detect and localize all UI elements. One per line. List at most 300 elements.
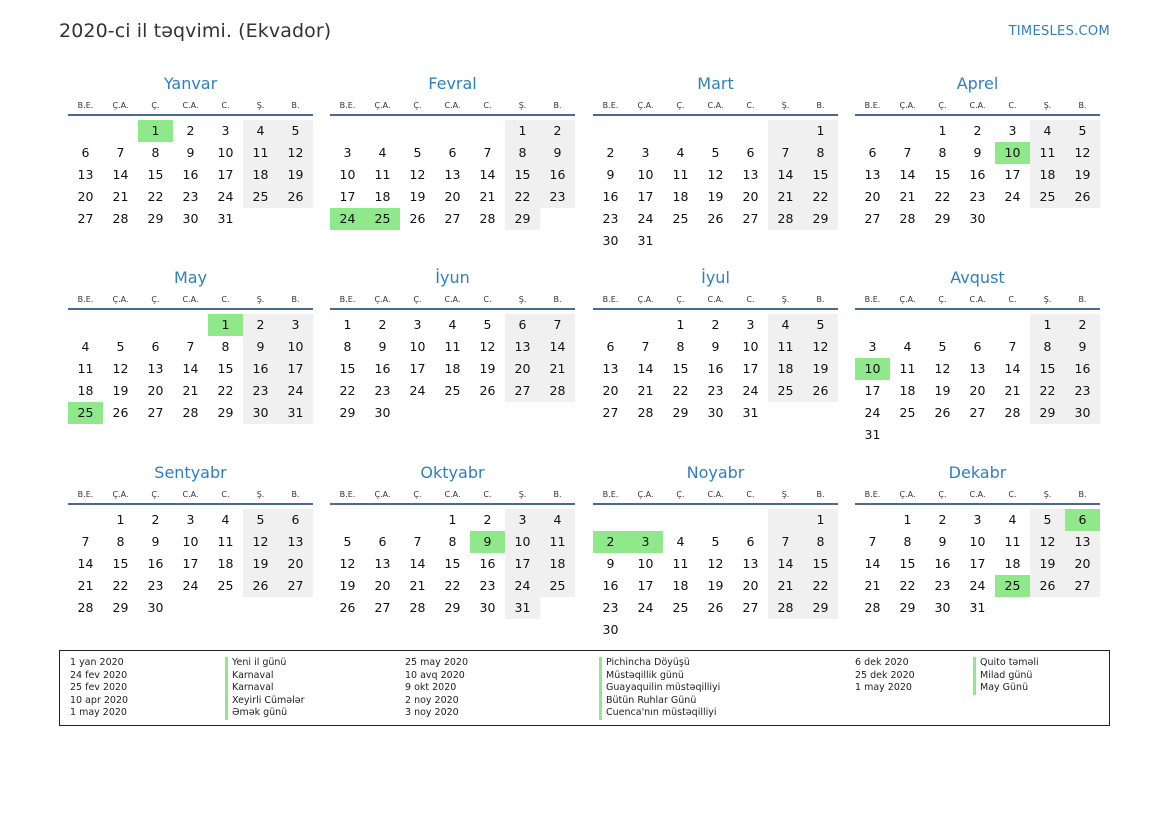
weekday-header	[330, 290, 575, 310]
day-cell: 17	[505, 553, 540, 575]
weekday-label: B.	[291, 101, 300, 110]
day-cell: 9	[973, 145, 982, 160]
day-cell: 18	[1030, 164, 1065, 186]
week-row	[68, 380, 313, 402]
week-row	[593, 208, 838, 230]
day-cell: 13	[1065, 531, 1100, 553]
week-row	[855, 531, 1100, 553]
day-cell: 20	[77, 189, 94, 204]
weekday-label: B.	[1078, 101, 1087, 110]
day-cell: 17	[278, 358, 313, 380]
day-cell: 21	[77, 578, 94, 593]
day-cell: 26	[1030, 575, 1065, 597]
weekday-label: B.	[816, 295, 825, 304]
day-cell: 13	[742, 167, 759, 182]
day-cell: 27	[505, 380, 540, 402]
empty-cell	[733, 509, 768, 531]
day-cell: 27	[864, 211, 881, 226]
day-cell: 21	[409, 578, 426, 593]
day-cell: 17	[742, 361, 759, 376]
day-cell: 20	[742, 578, 759, 593]
day-cell: 25	[68, 402, 103, 424]
day-cell: 25	[1030, 186, 1065, 208]
day-cell: 2	[973, 123, 982, 138]
day-cell: 14	[112, 167, 129, 182]
day-cell: 22	[899, 578, 916, 593]
weekday-header	[855, 96, 1100, 116]
weekday-header	[330, 96, 575, 116]
day-cell: 8	[803, 142, 838, 164]
weekday-label: B.	[1078, 295, 1087, 304]
day-cell: 22	[505, 186, 540, 208]
weekday-label: B.	[291, 295, 300, 304]
empty-cell	[1030, 208, 1065, 230]
empty-cell	[995, 314, 1030, 336]
day-cell: 3	[746, 317, 755, 332]
day-cell: 15	[112, 556, 129, 571]
day-cell: 11	[540, 531, 575, 553]
weekday-header	[330, 485, 575, 505]
day-cell: 25	[243, 186, 278, 208]
day-cell: 11	[374, 167, 391, 182]
weekday-label: C.	[483, 295, 492, 304]
empty-cell	[435, 120, 470, 142]
month-name: İyul	[701, 268, 730, 287]
day-cell: 7	[540, 314, 575, 336]
month-oktyabr	[330, 461, 575, 619]
day-cell: 9	[186, 145, 195, 160]
day-cell: 23	[602, 211, 619, 226]
empty-cell	[803, 230, 838, 252]
empty-cell	[995, 424, 1030, 446]
day-cell: 1	[803, 509, 838, 531]
day-cell: 16	[602, 578, 619, 593]
day-cell: 8	[938, 145, 947, 160]
empty-cell	[925, 424, 960, 446]
day-cell: 12	[803, 336, 838, 358]
day-cell: 24	[742, 383, 759, 398]
legend-holiday-name: Əmək günü	[232, 707, 288, 718]
legend-holiday-name: Karnaval	[232, 669, 274, 681]
week-row	[855, 424, 1100, 446]
weekday-label: Ş.	[781, 490, 790, 499]
week-row	[68, 553, 313, 575]
day-cell: 5	[803, 314, 838, 336]
day-cell: 16	[479, 556, 496, 571]
day-cell: 28	[409, 600, 426, 615]
day-cell: 7	[641, 339, 650, 354]
day-cell: 16	[243, 358, 278, 380]
day-cell: 29	[217, 405, 234, 420]
day-cell: 27	[1065, 575, 1100, 597]
day-cell: 5	[343, 534, 352, 549]
empty-cell	[400, 509, 435, 531]
day-cell: 12	[112, 361, 129, 376]
day-cell: 6	[746, 145, 755, 160]
weekday-header	[855, 485, 1100, 505]
weekday-header	[593, 485, 838, 505]
week-row	[593, 186, 838, 208]
week-row	[68, 186, 313, 208]
empty-cell	[890, 120, 925, 142]
day-cell: 13	[969, 361, 986, 376]
day-cell: 9	[243, 336, 278, 358]
week-row	[593, 509, 838, 531]
day-cell: 26	[243, 575, 278, 597]
day-cell: 31	[637, 233, 654, 248]
empty-cell	[278, 597, 313, 619]
week-row	[855, 120, 1100, 142]
day-cell: 31	[217, 211, 234, 226]
day-cell: 15	[217, 361, 234, 376]
day-cell: 11	[672, 556, 689, 571]
day-cell: 27	[147, 405, 164, 420]
day-cell: 15	[934, 167, 951, 182]
month-name: Avqust	[950, 268, 1005, 287]
week-row	[330, 358, 575, 380]
week-row	[593, 230, 838, 252]
day-cell: 14	[409, 556, 426, 571]
weekday-label: Ş.	[1043, 101, 1052, 110]
day-cell: 23	[374, 383, 391, 398]
month-noyabr	[593, 461, 838, 641]
weekday-label: Ç.	[151, 490, 160, 499]
day-cell: 5	[413, 145, 422, 160]
day-cell: 12	[707, 167, 724, 182]
day-cell: 2	[151, 512, 160, 527]
month-name: Yanvar	[163, 74, 218, 93]
day-cell: 13	[602, 361, 619, 376]
day-cell: 16	[540, 164, 575, 186]
day-cell: 31	[742, 405, 759, 420]
weekday-header	[68, 485, 313, 505]
day-cell: 5	[243, 509, 278, 531]
empty-cell	[803, 402, 838, 424]
weekday-label: C.A.	[969, 490, 986, 499]
day-cell: 10	[969, 534, 986, 549]
weekday-label: B.	[1078, 490, 1087, 499]
month-aprel	[855, 72, 1100, 230]
day-cell: 30	[182, 211, 199, 226]
weekday-label: B.	[553, 295, 562, 304]
day-cell: 8	[448, 534, 457, 549]
week-row	[593, 120, 838, 142]
weekday-label: Ç.A.	[112, 490, 129, 499]
weekday-label: C.A.	[969, 101, 986, 110]
day-cell: 11	[672, 167, 689, 182]
weekday-label: Ç.A.	[637, 295, 654, 304]
day-cell: 10	[409, 339, 426, 354]
day-cell: 4	[221, 512, 230, 527]
month-yanvar	[68, 72, 313, 230]
day-cell: 14	[77, 556, 94, 571]
day-cell: 3	[641, 145, 650, 160]
day-cell: 12	[409, 167, 426, 182]
page-title: 2020-ci il təqvimi. (Ekvador)	[59, 20, 332, 42]
weekday-label: Ş.	[781, 295, 790, 304]
day-cell: 22	[1030, 380, 1065, 402]
month-name: Noyabr	[686, 463, 745, 482]
day-cell: 29	[339, 405, 356, 420]
weekday-label: B.E.	[602, 101, 619, 110]
day-cell: 24	[637, 211, 654, 226]
day-cell: 6	[448, 145, 457, 160]
empty-cell	[768, 619, 803, 641]
day-cell: 17	[969, 556, 986, 571]
day-cell: 11	[899, 361, 916, 376]
empty-cell	[208, 597, 243, 619]
empty-cell	[733, 120, 768, 142]
day-cell: 4	[1008, 512, 1017, 527]
week-row	[593, 402, 838, 424]
day-cell: 22	[339, 383, 356, 398]
day-cell: 30	[934, 600, 951, 615]
empty-cell	[1030, 597, 1065, 619]
day-cell: 1	[208, 314, 243, 336]
weekday-label: C.	[746, 295, 755, 304]
empty-cell	[1065, 597, 1100, 619]
day-cell: 24	[330, 208, 365, 230]
week-row	[855, 164, 1100, 186]
month-name: Aprel	[956, 74, 999, 93]
week-row	[68, 336, 313, 358]
day-cell: 21	[864, 578, 881, 593]
weekday-label: C.A.	[707, 295, 724, 304]
weekday-label: C.	[1008, 295, 1017, 304]
empty-cell	[995, 597, 1030, 619]
day-cell: 13	[444, 167, 461, 182]
day-cell: 26	[479, 383, 496, 398]
legend-date: 9 okt 2020	[405, 682, 457, 693]
empty-cell	[365, 120, 400, 142]
weekday-label: Ç.A.	[899, 101, 916, 110]
day-cell: 10	[742, 339, 759, 354]
day-cell: 4	[540, 509, 575, 531]
holiday-legend	[59, 650, 1110, 726]
legend-holiday-name: Müstəqillik günü	[606, 669, 684, 681]
day-cell: 27	[444, 211, 461, 226]
legend-date: 1 may 2020	[855, 682, 912, 693]
weekday-label: B.E.	[864, 490, 881, 499]
day-cell: 14	[1004, 361, 1021, 376]
day-cell: 16	[374, 361, 391, 376]
day-cell: 19	[243, 553, 278, 575]
empty-cell	[698, 230, 733, 252]
legend-date: 6 dek 2020	[855, 657, 909, 668]
day-cell: 25	[672, 600, 689, 615]
day-cell: 8	[343, 339, 352, 354]
empty-cell	[925, 314, 960, 336]
day-cell: 19	[409, 189, 426, 204]
month-fevral	[330, 72, 575, 230]
empty-cell	[330, 509, 365, 531]
empty-cell	[855, 120, 890, 142]
legend-date: 10 avq 2020	[405, 669, 465, 681]
empty-cell	[400, 402, 435, 424]
day-cell: 10	[182, 534, 199, 549]
day-cell: 26	[278, 186, 313, 208]
week-row	[68, 314, 313, 336]
weekday-label: Ş.	[781, 101, 790, 110]
weekday-label: C.A.	[182, 101, 199, 110]
day-cell: 25	[217, 578, 234, 593]
weekday-label: Ç.	[413, 101, 422, 110]
day-cell: 14	[899, 167, 916, 182]
empty-cell	[593, 509, 628, 531]
day-cell: 3	[413, 317, 422, 332]
day-cell: 13	[278, 531, 313, 553]
day-cell: 5	[1065, 120, 1100, 142]
empty-cell	[243, 597, 278, 619]
day-cell: 21	[479, 189, 496, 204]
day-cell: 26	[934, 405, 951, 420]
day-cell: 29	[899, 600, 916, 615]
week-row	[330, 597, 575, 619]
day-cell: 22	[147, 189, 164, 204]
day-cell: 4	[1030, 120, 1065, 142]
weekday-label: Ç.A.	[899, 490, 916, 499]
day-cell: 10	[339, 167, 356, 182]
day-cell: 9	[470, 531, 505, 553]
weekday-label: B.	[553, 101, 562, 110]
empty-cell	[698, 619, 733, 641]
day-cell: 3	[973, 512, 982, 527]
day-cell: 11	[243, 142, 278, 164]
day-cell: 27	[77, 211, 94, 226]
day-cell: 28	[864, 600, 881, 615]
weekday-label: Ç.	[413, 490, 422, 499]
day-cell: 30	[374, 405, 391, 420]
day-cell: 23	[479, 578, 496, 593]
weekday-label: Ç.	[938, 101, 947, 110]
empty-cell	[663, 509, 698, 531]
week-row	[593, 619, 838, 641]
day-cell: 22	[672, 383, 689, 398]
legend-holiday-name: Bütün Ruhlar Günü	[606, 694, 697, 706]
week-row	[593, 380, 838, 402]
day-cell: 5	[483, 317, 492, 332]
weekday-label: B.E.	[77, 490, 94, 499]
legend-dates	[855, 657, 915, 695]
day-cell: 16	[602, 189, 619, 204]
day-cell: 25	[768, 380, 803, 402]
day-cell: 18	[243, 164, 278, 186]
day-cell: 1	[938, 123, 947, 138]
day-cell: 15	[803, 164, 838, 186]
empty-cell	[663, 120, 698, 142]
day-cell: 12	[934, 361, 951, 376]
day-cell: 5	[711, 145, 720, 160]
week-row	[330, 120, 575, 142]
day-cell: 14	[182, 361, 199, 376]
week-row	[330, 336, 575, 358]
empty-cell	[733, 619, 768, 641]
empty-cell	[138, 314, 173, 336]
empty-cell	[890, 424, 925, 446]
day-cell: 6	[278, 509, 313, 531]
empty-cell	[330, 120, 365, 142]
day-cell: 22	[803, 575, 838, 597]
month-sentyabr	[68, 461, 313, 619]
legend-color-bar	[225, 657, 228, 720]
day-cell: 7	[116, 145, 125, 160]
day-cell: 20	[602, 383, 619, 398]
weekday-label: C.	[1008, 490, 1017, 499]
day-cell: 17	[182, 556, 199, 571]
day-cell: 12	[479, 339, 496, 354]
day-cell: 21	[112, 189, 129, 204]
day-cell: 25	[899, 405, 916, 420]
empty-cell	[243, 208, 278, 230]
empty-cell	[960, 314, 995, 336]
day-cell: 15	[147, 167, 164, 182]
day-cell: 23	[540, 186, 575, 208]
day-cell: 2	[593, 531, 628, 553]
day-cell: 19	[1030, 553, 1065, 575]
weekday-label: Ç.	[676, 490, 685, 499]
day-cell: 12	[1065, 142, 1100, 164]
day-cell: 7	[483, 145, 492, 160]
day-cell: 4	[903, 339, 912, 354]
day-cell: 15	[1030, 358, 1065, 380]
day-cell: 1	[448, 512, 457, 527]
day-cell: 3	[505, 509, 540, 531]
day-cell: 28	[899, 211, 916, 226]
week-row	[68, 509, 313, 531]
week-row	[855, 142, 1100, 164]
day-cell: 13	[147, 361, 164, 376]
day-cell: 30	[479, 600, 496, 615]
day-cell: 1	[803, 120, 838, 142]
empty-cell	[68, 314, 103, 336]
empty-cell	[855, 314, 890, 336]
day-cell: 24	[182, 578, 199, 593]
day-cell: 25	[365, 208, 400, 230]
day-cell: 1	[505, 120, 540, 142]
day-cell: 14	[540, 336, 575, 358]
day-cell: 13	[864, 167, 881, 182]
day-cell: 27	[374, 600, 391, 615]
day-cell: 27	[602, 405, 619, 420]
site-link[interactable]: TIMESLES.COM	[1008, 24, 1110, 39]
legend-names	[232, 657, 305, 720]
day-cell: 15	[444, 556, 461, 571]
day-cell: 25	[540, 575, 575, 597]
empty-cell	[470, 402, 505, 424]
weekday-label: Ş.	[518, 490, 527, 499]
empty-cell	[540, 597, 575, 619]
day-cell: 18	[217, 556, 234, 571]
day-cell: 9	[606, 556, 615, 571]
day-cell: 3	[868, 339, 877, 354]
week-row	[855, 553, 1100, 575]
day-cell: 10	[217, 145, 234, 160]
day-cell: 10	[637, 167, 654, 182]
day-cell: 29	[147, 211, 164, 226]
weekday-label: C.	[221, 490, 230, 499]
day-cell: 8	[1030, 336, 1065, 358]
week-row	[330, 553, 575, 575]
day-cell: 7	[1008, 339, 1017, 354]
month-dekabr	[855, 461, 1100, 619]
legend-holiday-name: Guayaquilin müstəqilliyi	[606, 682, 721, 693]
day-cell: 7	[186, 339, 195, 354]
day-cell: 28	[768, 208, 803, 230]
day-cell: 9	[606, 167, 615, 182]
day-cell: 7	[81, 534, 90, 549]
day-cell: 6	[868, 145, 877, 160]
weekday-label: C.A.	[444, 101, 461, 110]
